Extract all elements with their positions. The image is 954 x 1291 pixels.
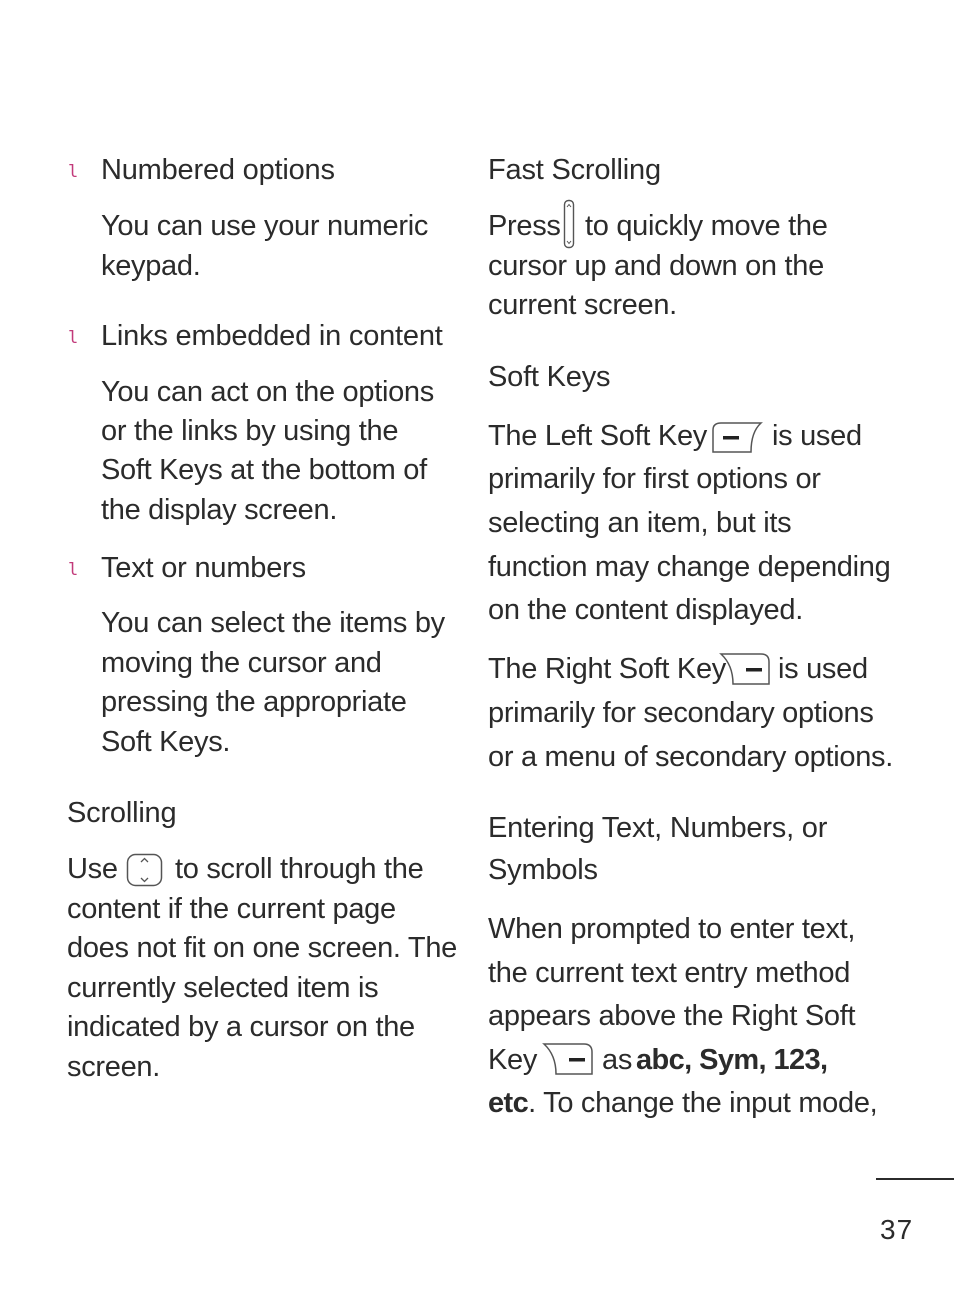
fast-scrolling-body-line: current screen.: [488, 289, 677, 321]
scrolling-body-line: content if the current page: [67, 893, 396, 925]
text-or-numbers-body-line: moving the cursor and: [101, 647, 382, 679]
entering-text-key-word: Key: [488, 1044, 538, 1076]
bullet-marker: l: [68, 560, 79, 580]
scrolling-line-start: Use: [67, 853, 118, 885]
entering-text-body-line: When prompted to enter text,: [488, 913, 856, 945]
text-or-numbers-body-line: You can select the items by: [101, 607, 445, 639]
fast-scrolling-heading: Fast Scrolling: [488, 154, 661, 186]
text-or-numbers-body-line: Soft Keys.: [101, 726, 231, 758]
entering-text-modes: abc, Sym, 123,: [636, 1044, 828, 1076]
soft-keys-heading: Soft Keys: [488, 361, 611, 393]
entering-text-body-line: the current text entry method: [488, 957, 851, 989]
numbered-options-body-line: keypad.: [101, 250, 201, 282]
left-soft-key-body-line: on the content displayed.: [488, 594, 803, 626]
left-soft-key-line-end: is used: [772, 420, 862, 452]
right-soft-key-icon: [542, 1041, 594, 1077]
left-soft-key-body-line: selecting an item, but its: [488, 507, 792, 539]
fast-scrolling-line-start: Press: [488, 210, 561, 242]
links-embedded-body-line: Soft Keys at the bottom of: [101, 454, 427, 486]
scrolling-body-line: indicated by a cursor on the: [67, 1011, 415, 1043]
numbered-options-body-line: You can use your numeric: [101, 210, 429, 242]
right-soft-key-body-line: or a menu of secondary options.: [488, 741, 893, 773]
numbered-options-title: Numbered options: [101, 154, 335, 186]
right-soft-key-line-start: The Right Soft Key: [488, 653, 726, 685]
left-soft-key-body-line: function may change depending: [488, 551, 891, 583]
bullet-marker: l: [68, 328, 79, 348]
right-soft-key-line-end: is used: [778, 653, 868, 685]
entering-text-last-line: [488, 1089, 877, 1118]
fast-scrolling-line-end: to quickly move the: [585, 210, 828, 242]
left-soft-key-line-start: The Left Soft Key: [488, 420, 707, 452]
links-embedded-body-line: You can act on the options: [101, 376, 434, 408]
links-embedded-body-line: the display screen.: [101, 494, 338, 526]
links-embedded-title: Links embedded in content: [101, 320, 443, 352]
navigation-key-icon: [126, 853, 163, 887]
entering-text-body-line: appears above the Right Soft: [488, 1000, 856, 1032]
links-embedded-body-line: or the links by using the: [101, 415, 399, 447]
entering-text-as-word: as: [602, 1044, 633, 1076]
right-soft-key-body-line: primarily for secondary options: [488, 697, 874, 729]
entering-text-heading-line: Entering Text, Numbers, or: [488, 812, 828, 844]
page-number: 37: [880, 1214, 914, 1245]
left-soft-key-body-line: primarily for first options or: [488, 463, 821, 495]
text-or-numbers-title: Text or numbers: [101, 552, 306, 584]
left-soft-key-icon: [711, 420, 763, 454]
entering-text-etc: etc: [488, 1087, 529, 1119]
fast-scrolling-body-line: cursor up and down on the: [488, 250, 824, 282]
entering-text-last-line-rest: . To change the input mode,: [528, 1087, 878, 1119]
entering-text-heading-line: Symbols: [488, 854, 598, 886]
footer-rule: [876, 1178, 954, 1180]
scrolling-body-line: screen.: [67, 1051, 160, 1083]
scrolling-line-end: to scroll through the: [175, 853, 424, 885]
right-soft-key-icon: [719, 651, 771, 687]
text-or-numbers-body-line: pressing the appropriate: [101, 686, 407, 718]
scrolling-body-line: currently selected item is: [67, 972, 379, 1004]
scrolling-heading: Scrolling: [67, 797, 177, 829]
bullet-marker: l: [68, 162, 79, 182]
side-scroll-key-icon: [563, 199, 575, 249]
scrolling-body-line: does not fit on one screen. The: [67, 932, 457, 964]
